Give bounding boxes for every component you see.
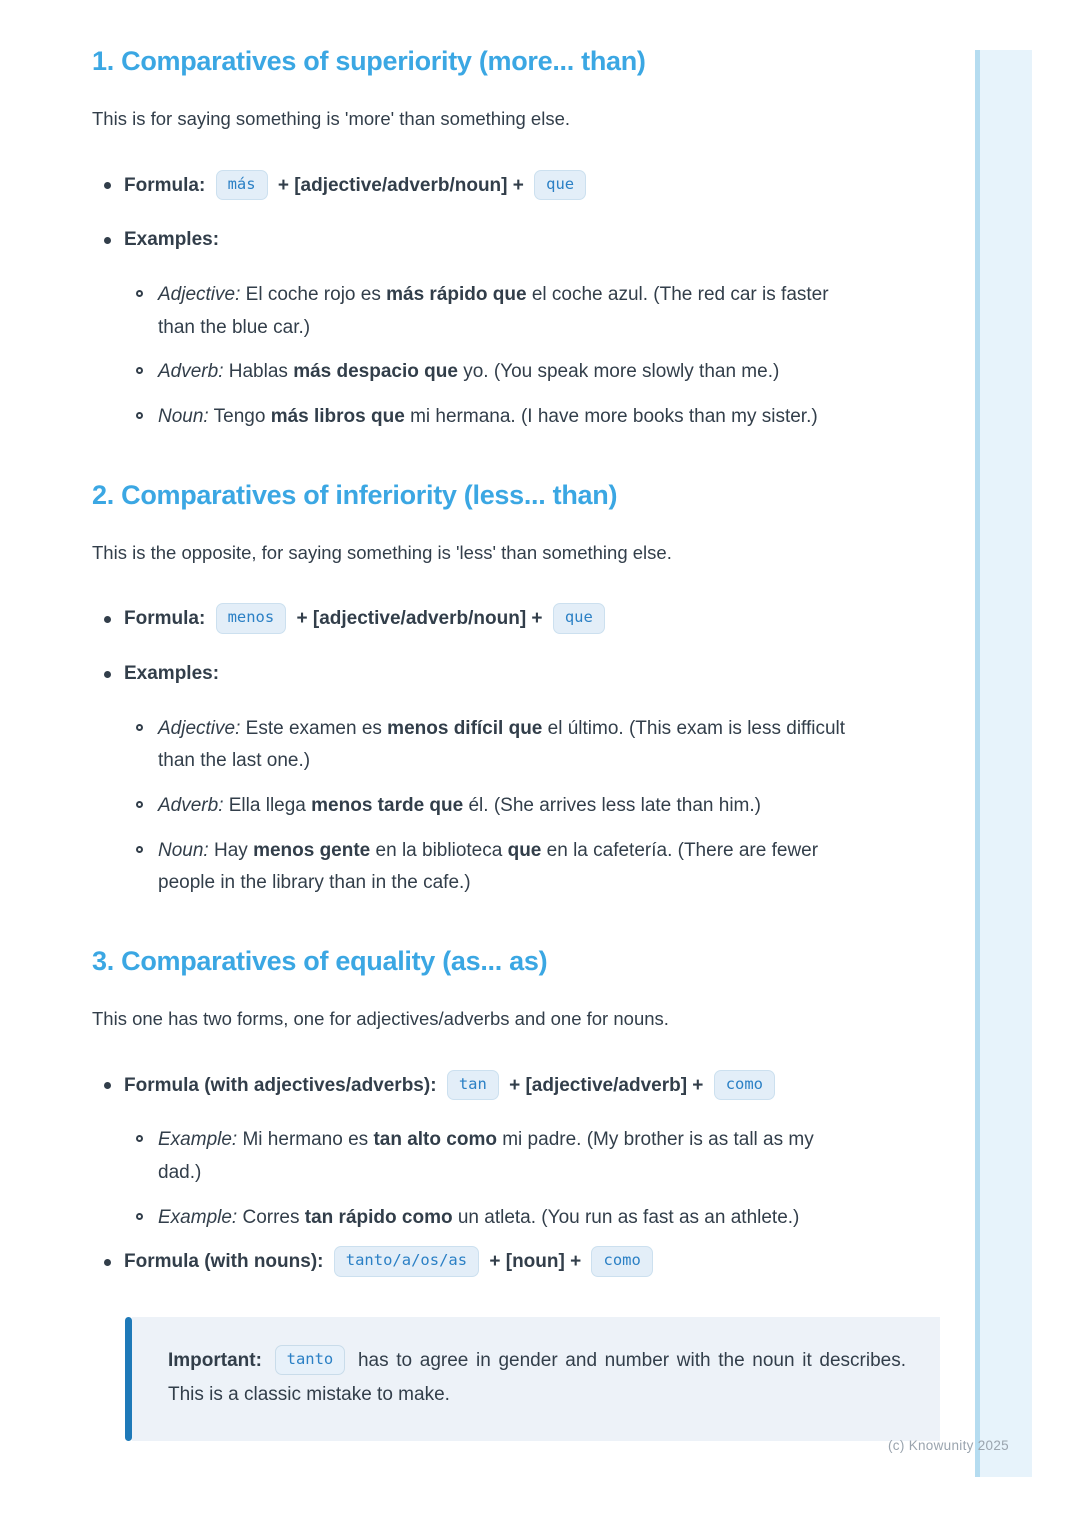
text-segment: él. (She arrives less late than him.) bbox=[463, 795, 761, 817]
section-1 bbox=[92, 46, 940, 434]
text-segment: Adverb: bbox=[158, 795, 224, 817]
text-segment: Example: bbox=[158, 1129, 238, 1151]
text-segment: tan rápido como bbox=[304, 1206, 453, 1228]
list-item-text bbox=[158, 840, 818, 894]
section-heading: 3. Comparatives of equality (as... as) bbox=[92, 946, 548, 977]
inline-code-chip: que bbox=[534, 170, 586, 200]
text-segment: has to agree in gender and number with the noun it describes. This is a classic mistake to make. bbox=[168, 1350, 906, 1405]
list-item bbox=[92, 170, 940, 203]
list-item bbox=[92, 224, 940, 257]
bullet-dot-icon bbox=[104, 237, 111, 244]
bullet-circle-icon bbox=[136, 801, 143, 808]
list-item-text bbox=[158, 406, 818, 427]
text-segment: que bbox=[507, 839, 542, 861]
text-segment: un atleta. (You run as fast as an athlete.) bbox=[452, 1206, 800, 1228]
list-item bbox=[92, 835, 940, 900]
bullet-dot-icon bbox=[104, 1082, 111, 1089]
bullet-circle-icon bbox=[136, 412, 143, 419]
list-item bbox=[92, 1246, 940, 1279]
list-item-text bbox=[158, 795, 761, 816]
inline-code-chip: que bbox=[553, 603, 605, 633]
bullet-dot-icon bbox=[104, 1259, 111, 1266]
list-item-text bbox=[158, 361, 779, 382]
text-segment: menos tarde que bbox=[311, 795, 464, 817]
text-segment: + [adjective/adverb/noun] + bbox=[272, 174, 530, 196]
list-item bbox=[92, 401, 940, 434]
text-segment: Examples: bbox=[124, 663, 220, 685]
text-segment: + [adjective/adverb] + bbox=[503, 1074, 709, 1096]
side-stripe bbox=[975, 50, 1032, 1477]
bullet-circle-icon bbox=[136, 1213, 143, 1220]
list-item-text bbox=[124, 608, 610, 629]
text-segment: en la biblioteca bbox=[370, 839, 508, 861]
list-item-text bbox=[124, 663, 219, 684]
section-3 bbox=[92, 946, 940, 1279]
inline-code-chip: tanto/a/os/as bbox=[334, 1246, 479, 1276]
list-item bbox=[92, 1124, 940, 1189]
text-segment: Formula: bbox=[124, 608, 211, 630]
text-segment: más rápido que bbox=[386, 284, 527, 306]
text-segment: Formula (with adjectives/adverbs): bbox=[124, 1074, 442, 1096]
list-item-text bbox=[158, 1207, 799, 1228]
text-segment: mi padre. (My brother is as tall as my dad.) bbox=[158, 1129, 814, 1184]
list-item bbox=[92, 713, 940, 778]
text-segment: Important: bbox=[168, 1350, 270, 1372]
text-segment: Formula: bbox=[124, 174, 211, 196]
section-intro: This is the opposite, for saying something is 'less' than something else. bbox=[92, 541, 672, 563]
text-segment: + [noun] + bbox=[484, 1251, 587, 1273]
list-item bbox=[92, 658, 940, 691]
text-segment: + [adjective/adverb/noun] + bbox=[291, 608, 548, 630]
bullet-circle-icon bbox=[136, 724, 143, 731]
text-segment: Example: bbox=[158, 1206, 238, 1228]
text-segment: más despacio que bbox=[293, 361, 458, 383]
bullet-dot-icon bbox=[104, 182, 111, 189]
list-item bbox=[92, 790, 940, 823]
text-segment: tan alto como bbox=[373, 1129, 497, 1151]
watermark: (c) Knowunity 2025 bbox=[888, 1438, 1009, 1453]
section-list bbox=[92, 1070, 940, 1279]
list-item bbox=[92, 603, 940, 636]
bullet-circle-icon bbox=[136, 290, 143, 297]
bullet-circle-icon bbox=[136, 1135, 143, 1142]
list-item-text bbox=[124, 229, 219, 250]
inline-code-chip: tan bbox=[447, 1070, 499, 1100]
section-intro: This is for saying something is 'more' than something else. bbox=[92, 108, 571, 129]
list-item bbox=[92, 1070, 940, 1103]
list-item bbox=[92, 1202, 940, 1235]
text-segment: Este examen es bbox=[240, 717, 388, 739]
text-segment: el último. (This exam is less difficult than the last one.) bbox=[158, 717, 846, 772]
inline-code-chip: más bbox=[216, 170, 268, 200]
text-segment: en la cafetería. (There are fewer people in the library than in the cafe.) bbox=[158, 839, 819, 894]
list-item-text bbox=[158, 1129, 814, 1183]
text-segment: Ella llega bbox=[223, 795, 312, 817]
list-item-text bbox=[158, 284, 829, 338]
list-item-text bbox=[158, 718, 845, 772]
list-item bbox=[92, 356, 940, 389]
text-segment: menos difícil que bbox=[387, 717, 543, 739]
inline-code-chip: tanto bbox=[275, 1345, 346, 1375]
important-callout bbox=[125, 1317, 940, 1441]
section-list bbox=[92, 603, 940, 900]
text-segment: Adjective: bbox=[158, 717, 241, 739]
list-item-text bbox=[124, 175, 591, 196]
text-segment: Noun: bbox=[158, 839, 209, 861]
text-segment: Corres bbox=[237, 1206, 305, 1228]
text-segment: más libros que bbox=[270, 406, 405, 428]
text-segment: el coche azul. (The red car is faster than the blue car.) bbox=[158, 284, 829, 338]
callout-accent-bar bbox=[125, 1317, 132, 1441]
text-segment: menos gente bbox=[253, 839, 371, 861]
bullet-circle-icon bbox=[136, 367, 143, 374]
text-segment: El coche rojo es bbox=[240, 284, 387, 306]
section-2 bbox=[92, 480, 940, 900]
list-item-text bbox=[124, 1251, 658, 1272]
bullet-circle-icon bbox=[136, 846, 143, 853]
text-segment: Examples: bbox=[124, 229, 220, 251]
text-segment: Noun: bbox=[158, 406, 209, 428]
inline-code-chip: como bbox=[591, 1246, 652, 1276]
text-segment: Hablas bbox=[223, 361, 294, 383]
inline-code-chip: como bbox=[714, 1070, 775, 1100]
text-segment: Mi hermano es bbox=[237, 1129, 374, 1151]
section-heading: 2. Comparatives of inferiority (less... than) bbox=[92, 479, 618, 510]
section-list bbox=[92, 170, 940, 434]
text-segment: mi hermana. (I have more books than my sister.) bbox=[404, 406, 818, 428]
callout-text bbox=[132, 1317, 940, 1441]
text-segment: yo. (You speak more slowly than me.) bbox=[457, 361, 780, 383]
document-content bbox=[92, 46, 940, 1441]
list-item-text bbox=[124, 1075, 780, 1096]
text-segment: Formula (with nouns): bbox=[124, 1251, 329, 1273]
bullet-dot-icon bbox=[104, 671, 111, 678]
bullet-dot-icon bbox=[104, 616, 111, 623]
text-segment: Tengo bbox=[208, 406, 271, 428]
section-heading: 1. Comparatives of superiority (more... than) bbox=[92, 46, 646, 76]
list-item bbox=[92, 279, 940, 344]
text-segment: Adverb: bbox=[158, 361, 224, 383]
text-segment: Hay bbox=[208, 839, 254, 861]
inline-code-chip: menos bbox=[216, 603, 287, 633]
text-segment: Adjective: bbox=[158, 284, 241, 306]
section-intro: This one has two forms, one for adjectives/adverbs and one for nouns. bbox=[92, 1008, 669, 1030]
